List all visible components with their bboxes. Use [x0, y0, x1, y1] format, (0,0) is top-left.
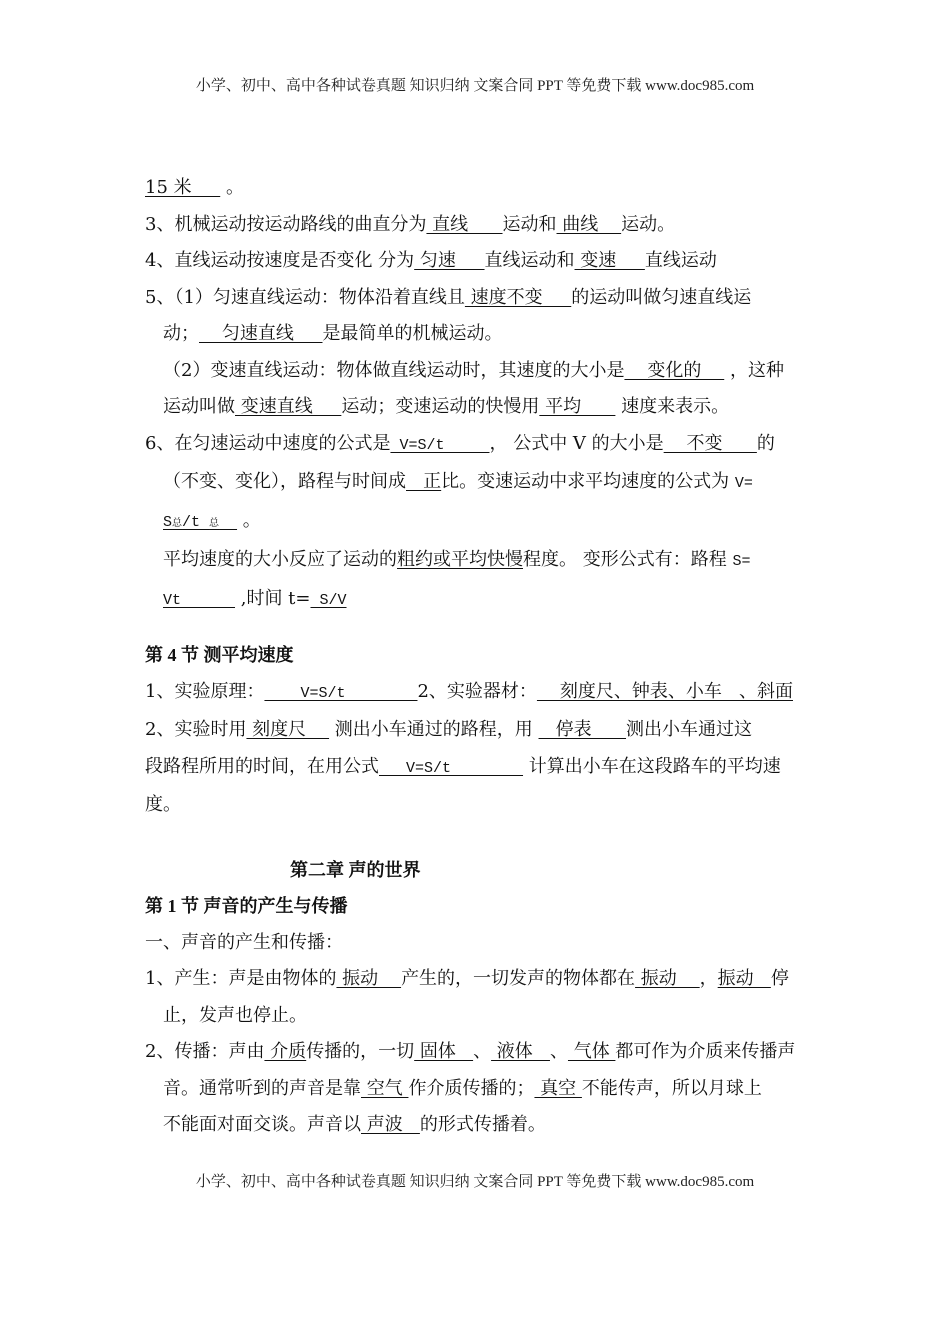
- text-line: （2）变速直线运动：物体做直线运动时，其速度的大小是 变化的 ，这种: [163, 359, 784, 381]
- text-line: 1、实验原理： V=S/t 2、实验器材： 刻度尺、钟表、小车 、斜面: [145, 680, 793, 702]
- text-line: 止，发声也停止。: [163, 1004, 307, 1026]
- text-line: 动； 匀速直线 是最简单的机械运动。: [163, 323, 503, 344]
- section-title: 第 1 节 声音的产生与传播: [145, 896, 348, 916]
- text-line: （不变、变化），路程与时间成 正比。变速运动中求平均速度的公式为 V=: [163, 471, 753, 492]
- text-line: 2、传播：声由 介质传播的，一切 固体 、 液体 、 气体 都可作为介质来传播声: [145, 1041, 796, 1062]
- text-line: 3、机械运动按运动路线的曲直分为 直线 运动和 曲线 运动。: [145, 213, 676, 235]
- text-line: S总/t 总 。: [163, 509, 261, 531]
- chapter-title: 第二章 声的世界: [290, 859, 421, 880]
- text-line: 1、产生：声是由物体的 振动 产生的，一切发声的物体都在 振动 ，振动 停: [145, 968, 789, 989]
- text-line: 2、实验时用 刻度尺 测出小车通过的路程，用 停表 测出小车通过这: [145, 719, 753, 740]
- section-title: 第 4 节 测平均速度: [145, 645, 294, 665]
- text-line: 一、声音的产生和传播：: [145, 931, 343, 953]
- text-line: 不能面对面交谈。声音以 声波 的形式传播着。: [163, 1114, 546, 1135]
- page-header: 小学、初中、高中各种试卷真题 知识归纳 文案合同 PPT 等免费下载 www.doc985.com: [195, 78, 755, 94]
- text-line: 平均速度的大小反应了运动的粗约或平均快慢程度。 变形公式有：路程 S=: [163, 549, 751, 570]
- text-line: Vt ,时间 t= S/V: [163, 587, 347, 609]
- text-line: 音。通常听到的声音是靠 空气 作介质传播的； 真空 不能传声，所以月球上: [163, 1077, 762, 1099]
- text-line: 6、在匀速运动中速度的公式是 V=S/t ， 公式中 V 的大小是 不变 的: [145, 432, 775, 454]
- text-line: 4、直线运动按速度是否变化 分为 匀速 直线运动和 变速 直线运动: [145, 250, 717, 271]
- text-line: 度。: [145, 794, 181, 815]
- page-footer: 小学、初中、高中各种试卷真题 知识归纳 文案合同 PPT 等免费下载 www.doc985.com: [195, 1174, 755, 1190]
- text-line: 段路程所用的时间，在用公式 V=S/t 计算出小车在这段路车的平均速: [145, 755, 781, 777]
- document-body: [145, 170, 810, 1144]
- text-line: 5、（1）匀速直线运动：物体沿着直线且 速度不变 的运动叫做匀速直线运: [145, 286, 752, 308]
- text-line: 15 米 。: [145, 177, 244, 198]
- text-line: 运动叫做 变速直线 运动；变速运动的快慢用 平均 速度来表示。: [163, 396, 730, 417]
